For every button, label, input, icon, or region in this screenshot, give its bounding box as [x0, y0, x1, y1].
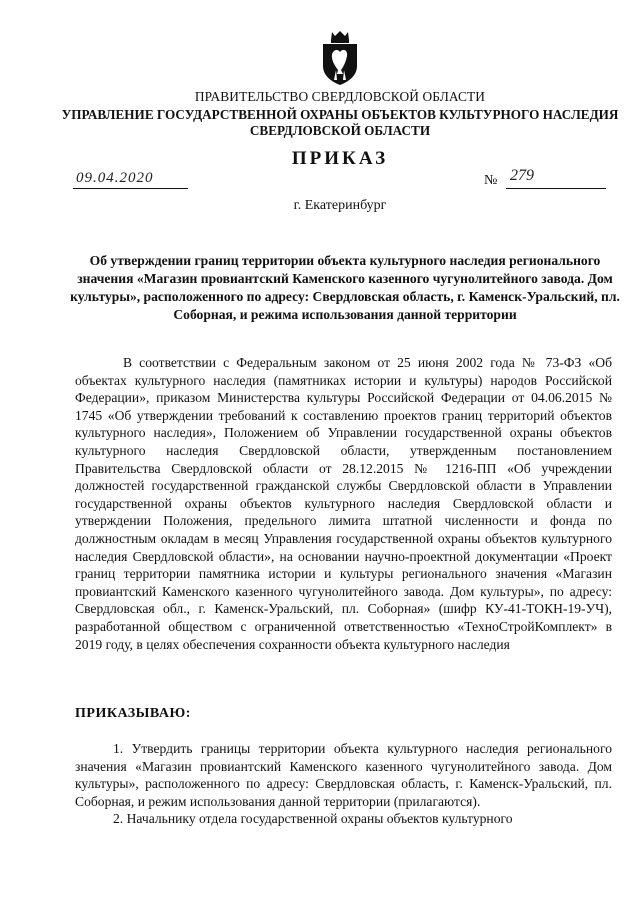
number-label: № — [484, 173, 498, 188]
coat-of-arms-icon — [318, 30, 362, 86]
government-name: ПРАВИТЕЛЬСТВО СВЕРДЛОВСКОЙ ОБЛАСТИ — [194, 89, 486, 104]
document-title: Об утверждении границ территории объекта культурного наследия регионального значения «Магазин провиантский Каменского казенного чугунолитейного завода. Дом культуры», расположенного по адресу: Свердловская область, г. Каменск-Уральский, пл. Соборная, и режима использования данной территории — [70, 253, 620, 322]
document-city: г. Екатеринбург — [293, 198, 387, 213]
order-heading: ПРИКАЗЫВАЮ: — [75, 706, 191, 721]
department-name: УПРАВЛЕНИЕ ГОСУДАРСТВЕННОЙ ОХРАНЫ ОБЪЕКТОВ КУЛЬТУРНОГО НАСЛЕДИЯ СВЕРДЛОВСКОЙ ОБЛАСТИ — [61, 107, 619, 138]
preamble — [75, 354, 612, 653]
document-type: ПРИКАЗ — [291, 148, 389, 169]
order-items — [75, 740, 612, 828]
document-number: 279 — [510, 167, 534, 184]
document-date: 09.04.2020 — [76, 170, 154, 186]
order-item-2: 2. Начальнику отдела государственной охраны объектов культурного — [113, 811, 513, 827]
order-item-1: 1. Утвердить границы территории объекта культурного наследия регионального значения «Магазин провиантский Каменского казенного чугунолитейного завода. Дом культуры», расположенного по адресу: Свердловская область, г. Каменск-Уральский, пл. Соборная, и режим использования данной территории (прилагаются). — [75, 741, 612, 809]
preamble-paragraph: В соответствии с Федеральным законом от 25 июня 2002 года № 73-ФЗ «Об объектах культурного наследия (памятниках истории и культуры) народов Российской Федерации», приказом Министерства культуры Российской Федерации от 04.06.2015 № 1745 «Об утверждении требований к составлению проектов границ территорий объектов культурного наследия», Положением об Управлении государственной охраны объектов культурного наследия Свердловской области, утвержденным постановлением Правительства Свердловской области от 28.12.2015 № 1216-ПП «Об учреждении должностей государственной гражданской службы Свердловской области в Управлении государственной охраны объектов культурного наследия Свердловской области и утверждении Положения, предельного лимита штатной численности и фонда по должностным окладам в месяц Управления государственной охраны объектов культурного наследия Свердловской области», на основании научно-проектной документации «Проект границ территории памятника истории и культуры регионального значения «Магазин провиантский Каменского казенного чугунолитейного завода. Дом культуры», по адресу: Свердловская обл., г. Каменск-Уральский, пл. Соборная» (шифр КУ-41-ТОКН-19-УЧ), разработанной обществом с ограниченной ответственностью «ТехноСтройКомплект» в 2019 году, в целях обеспечения сохранности объекта культурного наследия — [75, 355, 612, 652]
